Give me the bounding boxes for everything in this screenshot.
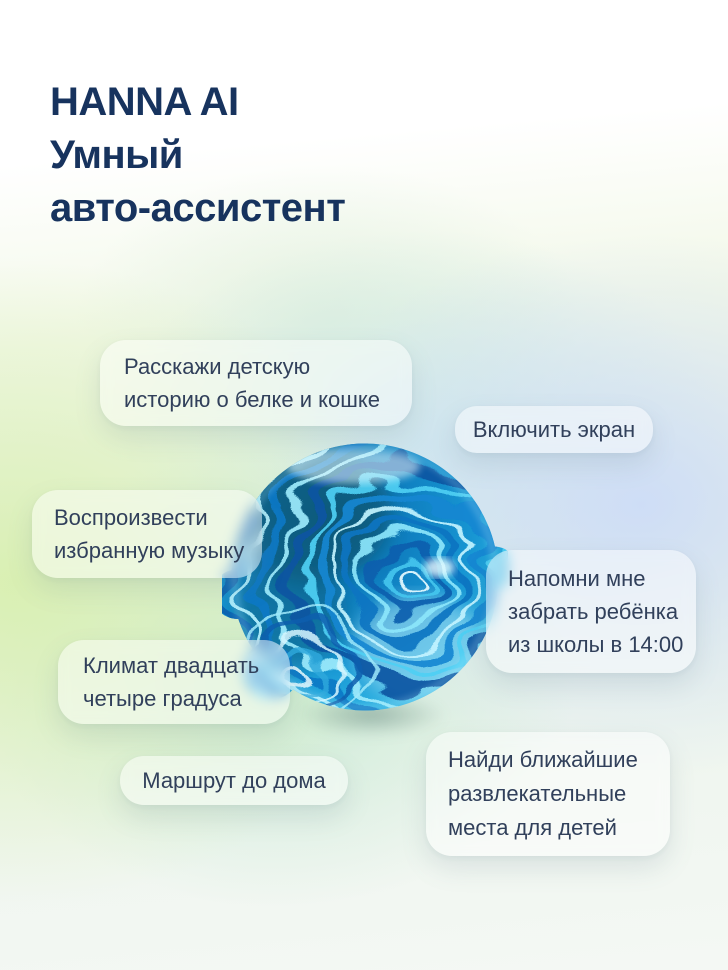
subtitle-line-1: Умный	[50, 133, 183, 177]
voice-command-bubble-play-favorite-music	[32, 490, 262, 578]
brand-name: HANNA AI	[50, 80, 239, 124]
bubble-line: Включить экран	[472, 417, 636, 442]
bubble-line: избранную музыку	[54, 538, 245, 563]
bubble-line: Климат двадцать	[83, 653, 260, 678]
voice-command-bubble-find-entertainment	[426, 732, 670, 856]
bubble-line: места для детей	[448, 815, 617, 840]
page-title	[50, 76, 345, 235]
voice-command-bubble-climate-24-degrees	[58, 640, 290, 724]
voice-command-bubble-remind-pick-up-child	[486, 550, 696, 673]
bubble-line: историю о белке и кошке	[124, 387, 381, 412]
bubble-line: Маршрут до дома	[142, 768, 326, 793]
bubble-line: из школы в 14:00	[508, 632, 684, 657]
bubble-line: Расскажи детскую	[124, 354, 311, 379]
voice-command-bubble-tell-kids-story	[100, 340, 412, 426]
voice-command-bubble-route-home	[120, 756, 348, 805]
bubble-line: Напомни мне	[508, 566, 646, 591]
bubble-line: Найди ближайшие	[448, 747, 638, 772]
voice-command-bubble-turn-on-screen	[455, 406, 653, 453]
bubble-line: Воспроизвести	[54, 505, 208, 530]
subtitle-line-2: авто-ассистент	[50, 186, 346, 230]
bubble-line: четыре градуса	[83, 686, 242, 711]
bubble-line: забрать ребёнка	[508, 599, 679, 624]
bubble-line: развлекательные	[448, 781, 627, 806]
